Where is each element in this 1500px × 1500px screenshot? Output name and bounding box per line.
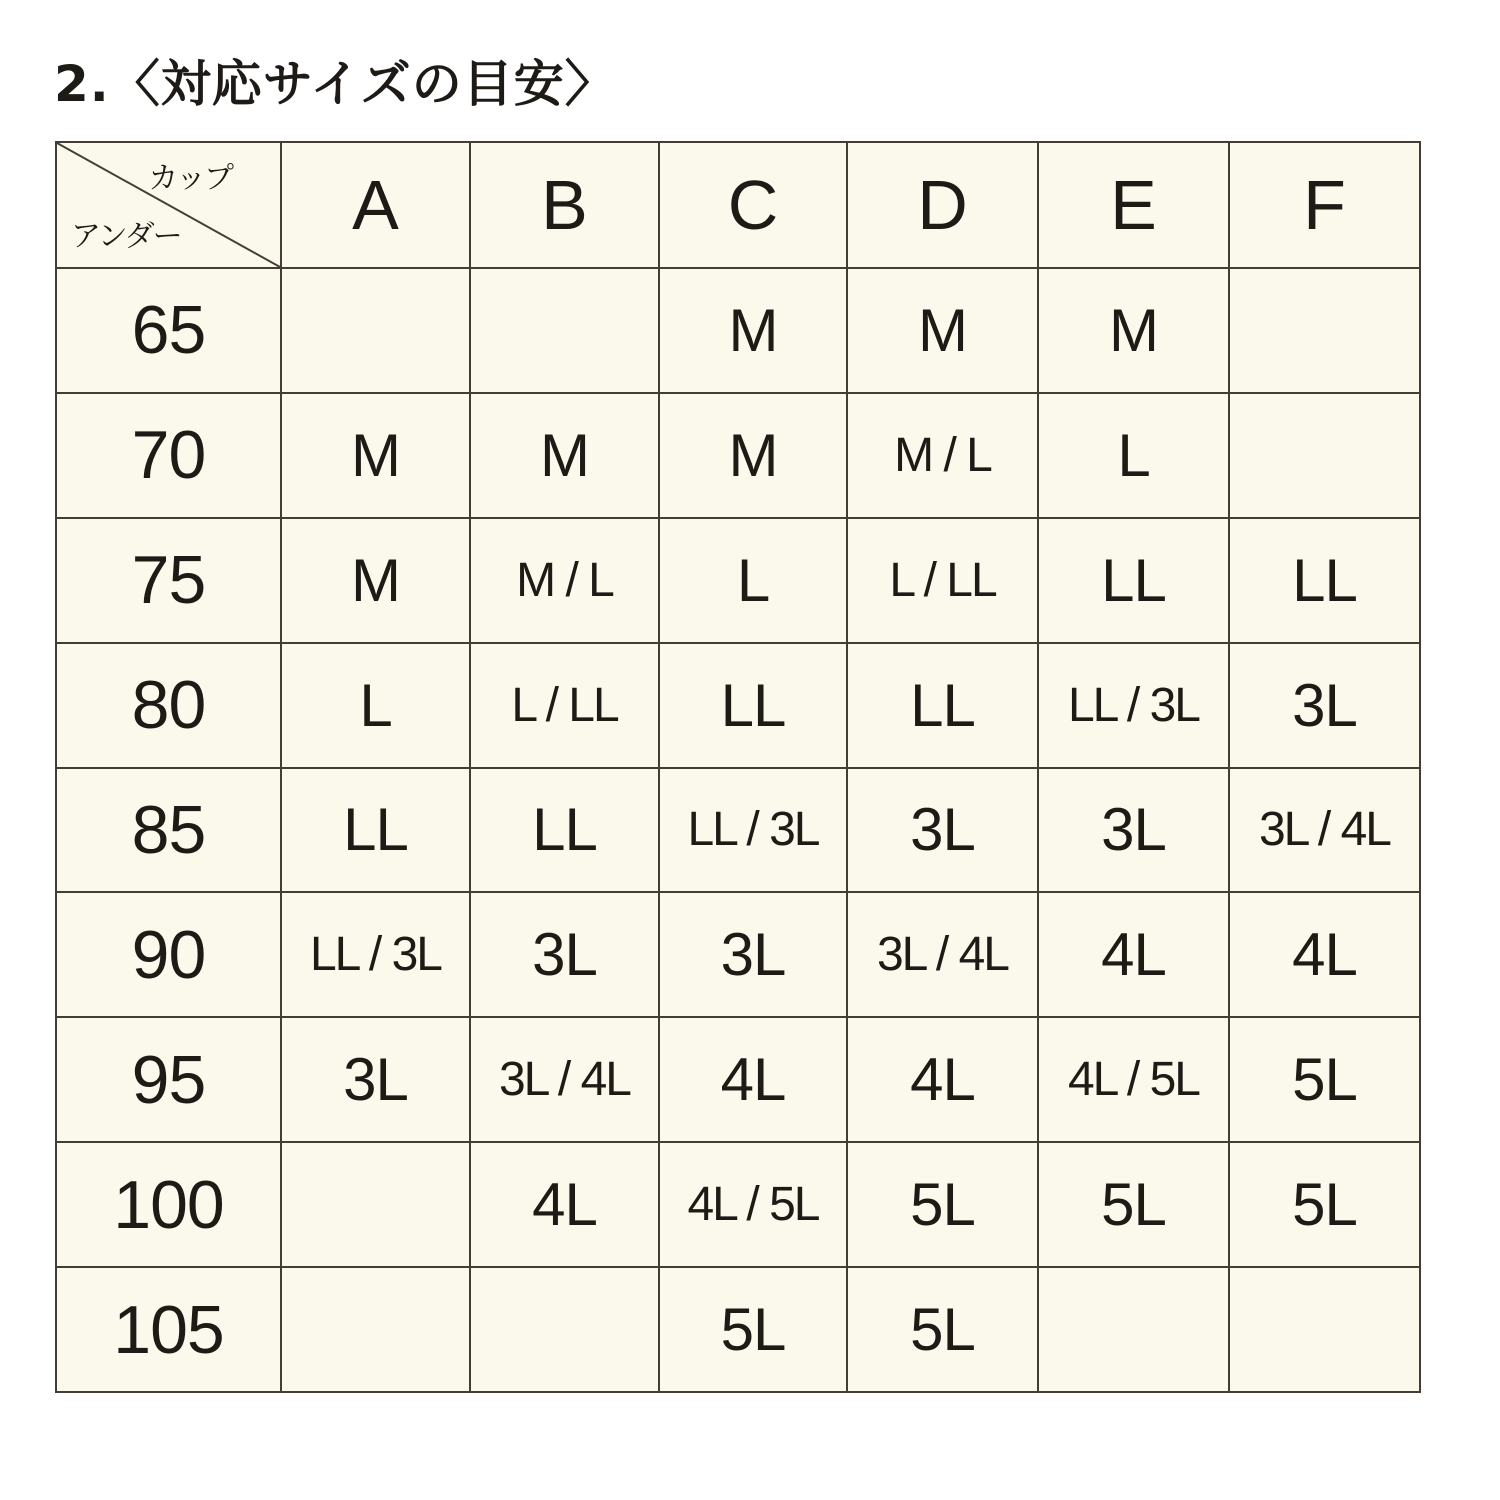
- size-cell-f: [1229, 393, 1420, 518]
- corner-header-cell: [56, 142, 281, 268]
- under-band-label: 100: [56, 1142, 281, 1267]
- cup-header-e: E: [1038, 142, 1229, 268]
- size-cell-b: 3L / 4L: [470, 1017, 659, 1142]
- size-cell-c: L: [659, 518, 847, 643]
- size-cell-d: 5L: [847, 1267, 1038, 1392]
- size-cell-d: M: [847, 268, 1038, 393]
- size-cell-b: LL: [470, 768, 659, 893]
- size-cell-e: L: [1038, 393, 1229, 518]
- size-cell-e: 5L: [1038, 1142, 1229, 1267]
- under-band-label: 65: [56, 268, 281, 393]
- size-cell-b: L / LL: [470, 643, 659, 768]
- cup-axis-label: カップ: [148, 161, 232, 196]
- size-cell-a: M: [281, 393, 470, 518]
- size-cell-c: M: [659, 393, 847, 518]
- size-cell-b: [470, 1267, 659, 1392]
- size-cell-b: [470, 268, 659, 393]
- under-band-label: 70: [56, 393, 281, 518]
- cup-header-d: D: [847, 142, 1038, 268]
- size-cell-f: [1229, 1267, 1420, 1392]
- table-row: [56, 768, 1420, 893]
- size-cell-e: LL / 3L: [1038, 643, 1229, 768]
- size-cell-b: M / L: [470, 518, 659, 643]
- cup-header-a: A: [281, 142, 470, 268]
- size-cell-f: 5L: [1229, 1142, 1420, 1267]
- under-band-label: 105: [56, 1267, 281, 1392]
- size-cell-d: LL: [847, 643, 1038, 768]
- size-cell-e: 3L: [1038, 768, 1229, 893]
- table-row: [56, 1017, 1420, 1142]
- size-cell-b: 4L: [470, 1142, 659, 1267]
- size-cell-c: LL: [659, 643, 847, 768]
- size-cell-a: LL: [281, 768, 470, 893]
- size-cell-e: LL: [1038, 518, 1229, 643]
- size-cell-f: LL: [1229, 518, 1420, 643]
- size-cell-a: [281, 1142, 470, 1267]
- size-cell-d: 3L / 4L: [847, 892, 1038, 1017]
- table-row: [56, 892, 1420, 1017]
- table-row: [56, 268, 1420, 393]
- under-band-label: 75: [56, 518, 281, 643]
- size-table-body: [56, 268, 1420, 1392]
- page-title: 2.〈対応サイズの目安〉: [54, 55, 616, 113]
- size-cell-c: 4L / 5L: [659, 1142, 847, 1267]
- size-cell-c: 5L: [659, 1267, 847, 1392]
- size-cell-a: [281, 1267, 470, 1392]
- table-row: [56, 1142, 1420, 1267]
- table-row: [56, 518, 1420, 643]
- size-cell-c: M: [659, 268, 847, 393]
- size-chart-table: [55, 141, 1421, 1393]
- size-cell-b: 3L: [470, 892, 659, 1017]
- size-cell-a: 3L: [281, 1017, 470, 1142]
- size-cell-b: M: [470, 393, 659, 518]
- size-cell-a: LL / 3L: [281, 892, 470, 1017]
- table-row: [56, 393, 1420, 518]
- size-cell-c: 3L: [659, 892, 847, 1017]
- under-axis-label: アンダー: [71, 219, 181, 254]
- size-cell-f: 5L: [1229, 1017, 1420, 1142]
- cup-header-b: B: [470, 142, 659, 268]
- size-cell-e: M: [1038, 268, 1229, 393]
- under-band-label: 85: [56, 768, 281, 893]
- size-cell-f: 3L: [1229, 643, 1420, 768]
- size-cell-f: [1229, 268, 1420, 393]
- size-cell-d: M / L: [847, 393, 1038, 518]
- size-cell-c: LL / 3L: [659, 768, 847, 893]
- under-band-label: 95: [56, 1017, 281, 1142]
- cup-header-f: F: [1229, 142, 1420, 268]
- size-cell-d: 3L: [847, 768, 1038, 893]
- cup-header-c: C: [659, 142, 847, 268]
- size-cell-a: L: [281, 643, 470, 768]
- size-cell-c: 4L: [659, 1017, 847, 1142]
- size-cell-e: 4L / 5L: [1038, 1017, 1229, 1142]
- size-cell-d: L / LL: [847, 518, 1038, 643]
- size-cell-d: 4L: [847, 1017, 1038, 1142]
- under-band-label: 90: [56, 892, 281, 1017]
- cup-header-row: [56, 142, 1420, 268]
- size-cell-f: 3L / 4L: [1229, 768, 1420, 893]
- size-cell-f: 4L: [1229, 892, 1420, 1017]
- under-band-label: 80: [56, 643, 281, 768]
- size-cell-a: M: [281, 518, 470, 643]
- size-cell-e: 4L: [1038, 892, 1229, 1017]
- size-cell-a: [281, 268, 470, 393]
- table-row: [56, 1267, 1420, 1392]
- table-row: [56, 643, 1420, 768]
- size-cell-e: [1038, 1267, 1229, 1392]
- size-cell-d: 5L: [847, 1142, 1038, 1267]
